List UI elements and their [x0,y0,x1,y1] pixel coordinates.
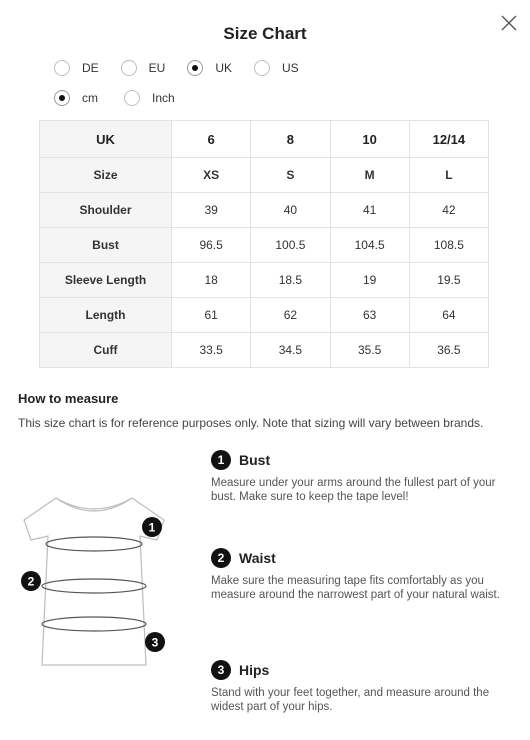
table-cell: L [409,158,488,193]
table-cell: Shoulder [40,193,172,228]
region-label: US [282,61,299,75]
radio-selected-icon[interactable] [187,60,203,76]
table-row [40,158,489,193]
table-cell: 62 [251,298,330,333]
marker-2-icon [21,571,41,591]
table-cell: 96.5 [172,228,251,263]
table-cell: 108.5 [409,228,488,263]
unit-option-inch[interactable] [124,90,175,106]
step-description: Stand with your feet together, and measure around the widest part of your hips. [211,687,490,713]
region-label: EU [148,61,166,75]
reference-note: This size chart is for reference purposes only. Note that sizing will vary between brands. [18,416,484,430]
diagram-marker-label: 1 [148,520,156,535]
marker-1-icon [142,517,162,537]
step-title: Hips [239,662,270,678]
measure-step-waist [211,548,516,602]
table-cell: 18 [172,263,251,298]
table-cell: 64 [409,298,488,333]
radio-icon[interactable] [254,60,270,76]
unit-label: Inch [152,91,175,105]
measure-step-bust [211,450,516,504]
table-cell: 104.5 [330,228,409,263]
region-label: UK [215,61,233,75]
region-option-de[interactable] [54,60,99,76]
table-cell: 35.5 [330,333,409,368]
tshirt-diagram [14,490,174,675]
region-option-us[interactable] [254,60,299,76]
step-number-icon: 1 [211,450,231,470]
unit-label: cm [82,91,98,105]
table-cell: XS [172,158,251,193]
table-cell: 33.5 [172,333,251,368]
step-title: Bust [239,452,271,468]
table-header-row [40,121,489,158]
step-description: Make sure the measuring tape fits comfortably as you measure around the narrowest part of your natural waist. [211,575,500,601]
table-row [40,193,489,228]
table-row [40,298,489,333]
unit-option-cm[interactable] [54,90,98,106]
radio-icon[interactable] [121,60,137,76]
step-description: Measure under your arms around the fullest part of your bust. Make sure to keep the tape level! [211,477,496,503]
table-cell: 40 [251,193,330,228]
region-option-eu[interactable] [121,60,166,76]
radio-selected-icon[interactable] [54,90,70,106]
step-title: Waist [239,550,276,566]
region-label: DE [82,61,99,75]
region-radio-group [54,60,321,76]
table-cell: 18.5 [251,263,330,298]
table-cell: 6 [172,121,251,158]
table-cell: UK [40,121,172,158]
table-cell: M [330,158,409,193]
table-cell: 61 [172,298,251,333]
table-cell: Size [40,158,172,193]
table-cell: S [251,158,330,193]
table-cell: 19.5 [409,263,488,298]
table-cell: 8 [251,121,330,158]
measure-step-hips [211,660,516,714]
table-cell: 100.5 [251,228,330,263]
diagram-marker-label: 3 [151,635,159,650]
marker-3-icon [145,632,165,652]
table-cell: 19 [330,263,409,298]
table-cell: 36.5 [409,333,488,368]
table-cell: 63 [330,298,409,333]
dialog-title: Size Chart [223,24,307,43]
table-cell: 42 [409,193,488,228]
close-icon[interactable] [500,14,518,32]
region-option-uk[interactable] [187,60,232,76]
table-cell: 34.5 [251,333,330,368]
radio-icon[interactable] [54,60,70,76]
step-number-icon: 3 [211,660,231,680]
table-cell: 39 [172,193,251,228]
table-cell: Sleeve Length [40,263,172,298]
table-row [40,333,489,368]
how-to-measure-title: How to measure [18,391,119,406]
diagram-marker-label: 2 [27,574,35,589]
table-cell: Bust [40,228,172,263]
table-cell: 41 [330,193,409,228]
size-table [39,120,489,368]
table-cell: 12/14 [409,121,488,158]
table-row [40,263,489,298]
table-row [40,228,489,263]
radio-icon[interactable] [124,90,140,106]
table-cell: Cuff [40,333,172,368]
table-cell: Length [40,298,172,333]
unit-radio-group [54,90,197,106]
step-number-icon: 2 [211,548,231,568]
table-cell: 10 [330,121,409,158]
